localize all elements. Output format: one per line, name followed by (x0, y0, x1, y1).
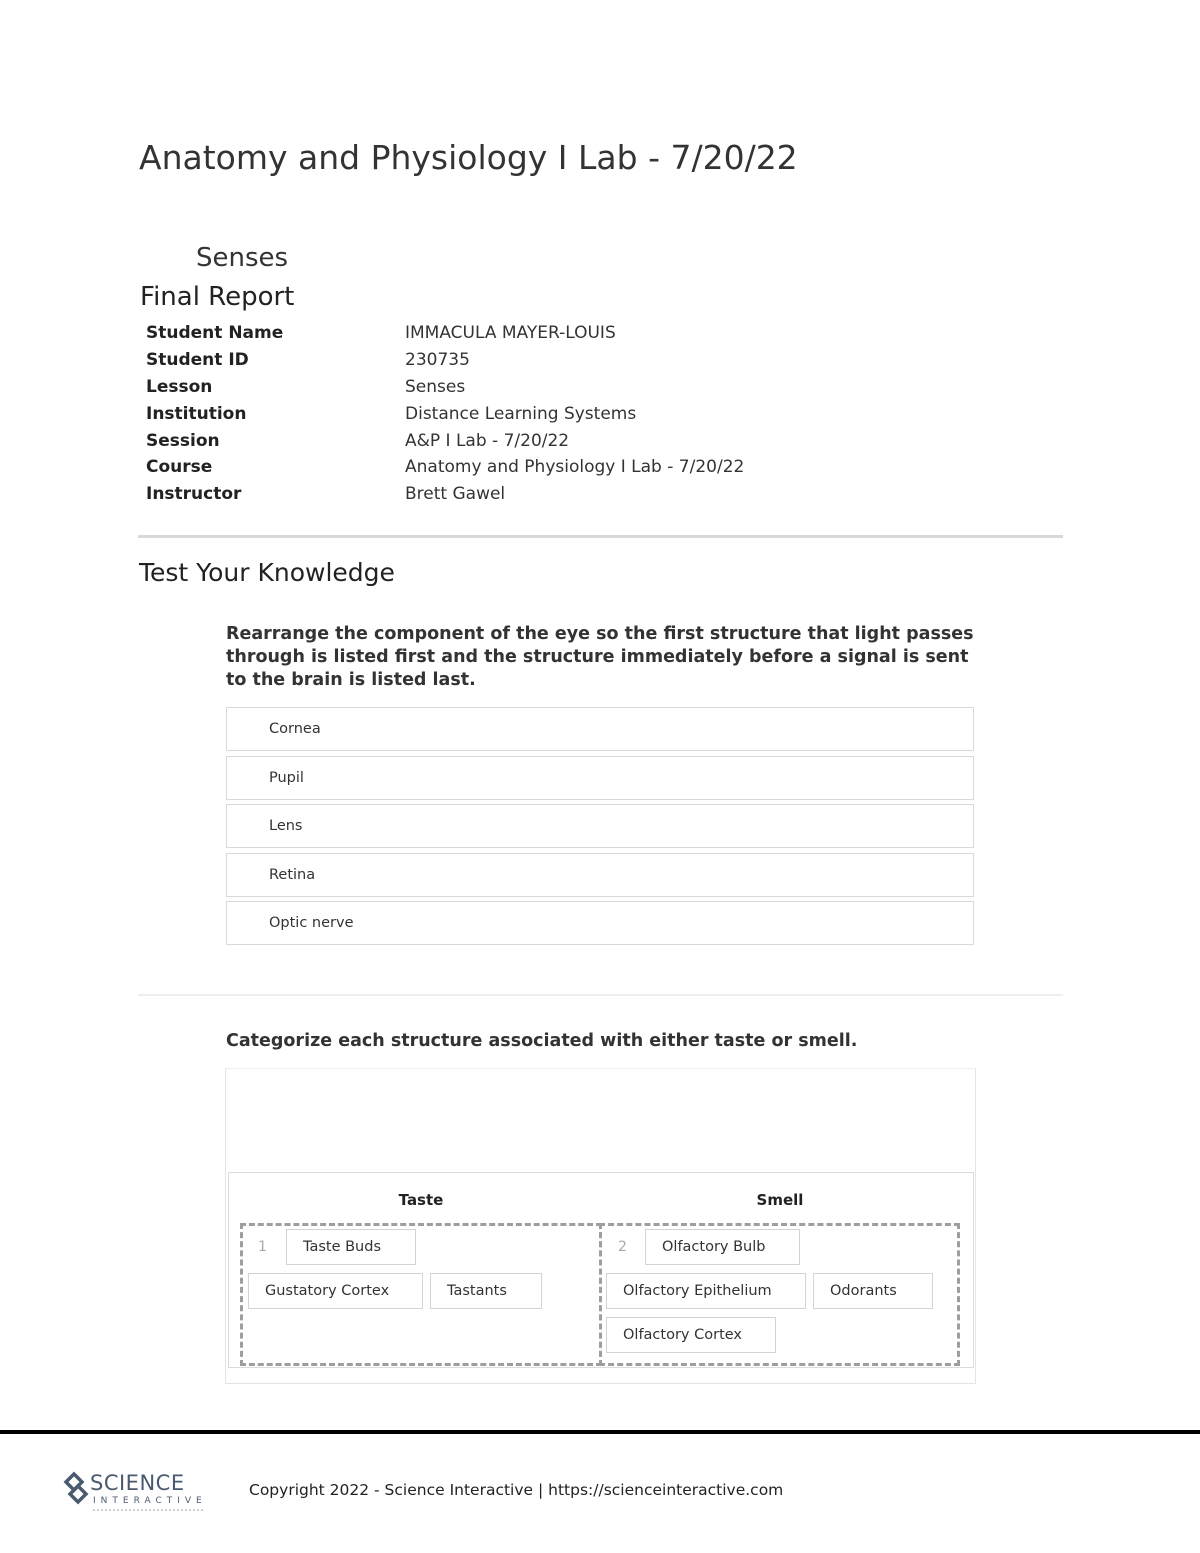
report-heading: Final Report (140, 282, 295, 312)
ordering-item[interactable]: Optic nerve (226, 901, 974, 945)
ordering-item[interactable]: Lens (226, 804, 974, 848)
info-value: Senses (405, 376, 466, 397)
footer-divider (0, 1430, 1200, 1434)
lesson-heading: Senses (196, 243, 289, 273)
info-label: Lesson (146, 376, 213, 397)
logo-mark-icon (58, 1468, 208, 1514)
logo-word-science: SCIENCE (90, 1471, 185, 1495)
info-row (146, 427, 846, 454)
info-value: Anatomy and Physiology I Lab - 7/20/22 (405, 457, 745, 478)
ordering-item[interactable]: Cornea (226, 707, 974, 751)
info-row (146, 320, 846, 347)
student-info-table (146, 320, 846, 508)
info-label: Session (146, 430, 220, 451)
category-heading-taste: Taste (398, 1191, 444, 1209)
category-chip[interactable]: Olfactory Bulb (645, 1229, 800, 1265)
info-value: A&P I Lab - 7/20/22 (405, 430, 570, 451)
category-chip[interactable]: Tastants (430, 1273, 542, 1309)
info-value: IMMACULA MAYER-LOUIS (405, 323, 616, 344)
category-heading-smell: Smell (756, 1191, 804, 1209)
info-row (146, 400, 846, 427)
section-divider (138, 535, 1063, 538)
ordering-item[interactable]: Retina (226, 853, 974, 897)
section-title: Test Your Knowledge (139, 558, 395, 587)
info-label: Instructor (146, 484, 242, 505)
info-label: Student Name (146, 323, 284, 344)
category-chip[interactable]: Olfactory Cortex (606, 1317, 776, 1353)
info-row (146, 481, 846, 508)
document-title: Anatomy and Physiology I Lab - 7/20/22 (139, 138, 798, 177)
ordering-item[interactable]: Pupil (226, 756, 974, 800)
footer-copyright: Copyright 2022 - Science Interactive | https://scienceinteractive.com (249, 1481, 784, 1499)
ordering-list (226, 707, 974, 950)
category-chip[interactable]: Odorants (813, 1273, 933, 1309)
category-chip[interactable]: Olfactory Epithelium (606, 1273, 806, 1309)
question-1-prompt: Rearrange the component of the eye so the first structure that light passes through is listed first and the structure immediately before a signal is sent to the brain is listed last. (226, 624, 974, 690)
info-row (146, 454, 846, 481)
logo-word-interactive: INTERACTIVE (93, 1496, 207, 1506)
info-row (146, 374, 846, 401)
info-label: Institution (146, 403, 247, 424)
info-label: Student ID (146, 350, 249, 371)
category-chip[interactable]: Taste Buds (286, 1229, 416, 1265)
question-divider (138, 994, 1063, 996)
info-value: Distance Learning Systems (405, 403, 637, 424)
info-value: Brett Gawel (405, 484, 506, 505)
info-label: Course (146, 457, 213, 478)
taste-bin-number: 1 (258, 1239, 267, 1255)
category-chip[interactable]: Gustatory Cortex (248, 1273, 423, 1309)
science-interactive-logo (58, 1468, 208, 1514)
info-row (146, 347, 846, 374)
question-2-prompt: Categorize each structure associated with either taste or smell. (226, 1031, 858, 1051)
info-value: 230735 (405, 350, 470, 371)
smell-bin-number: 2 (618, 1239, 627, 1255)
